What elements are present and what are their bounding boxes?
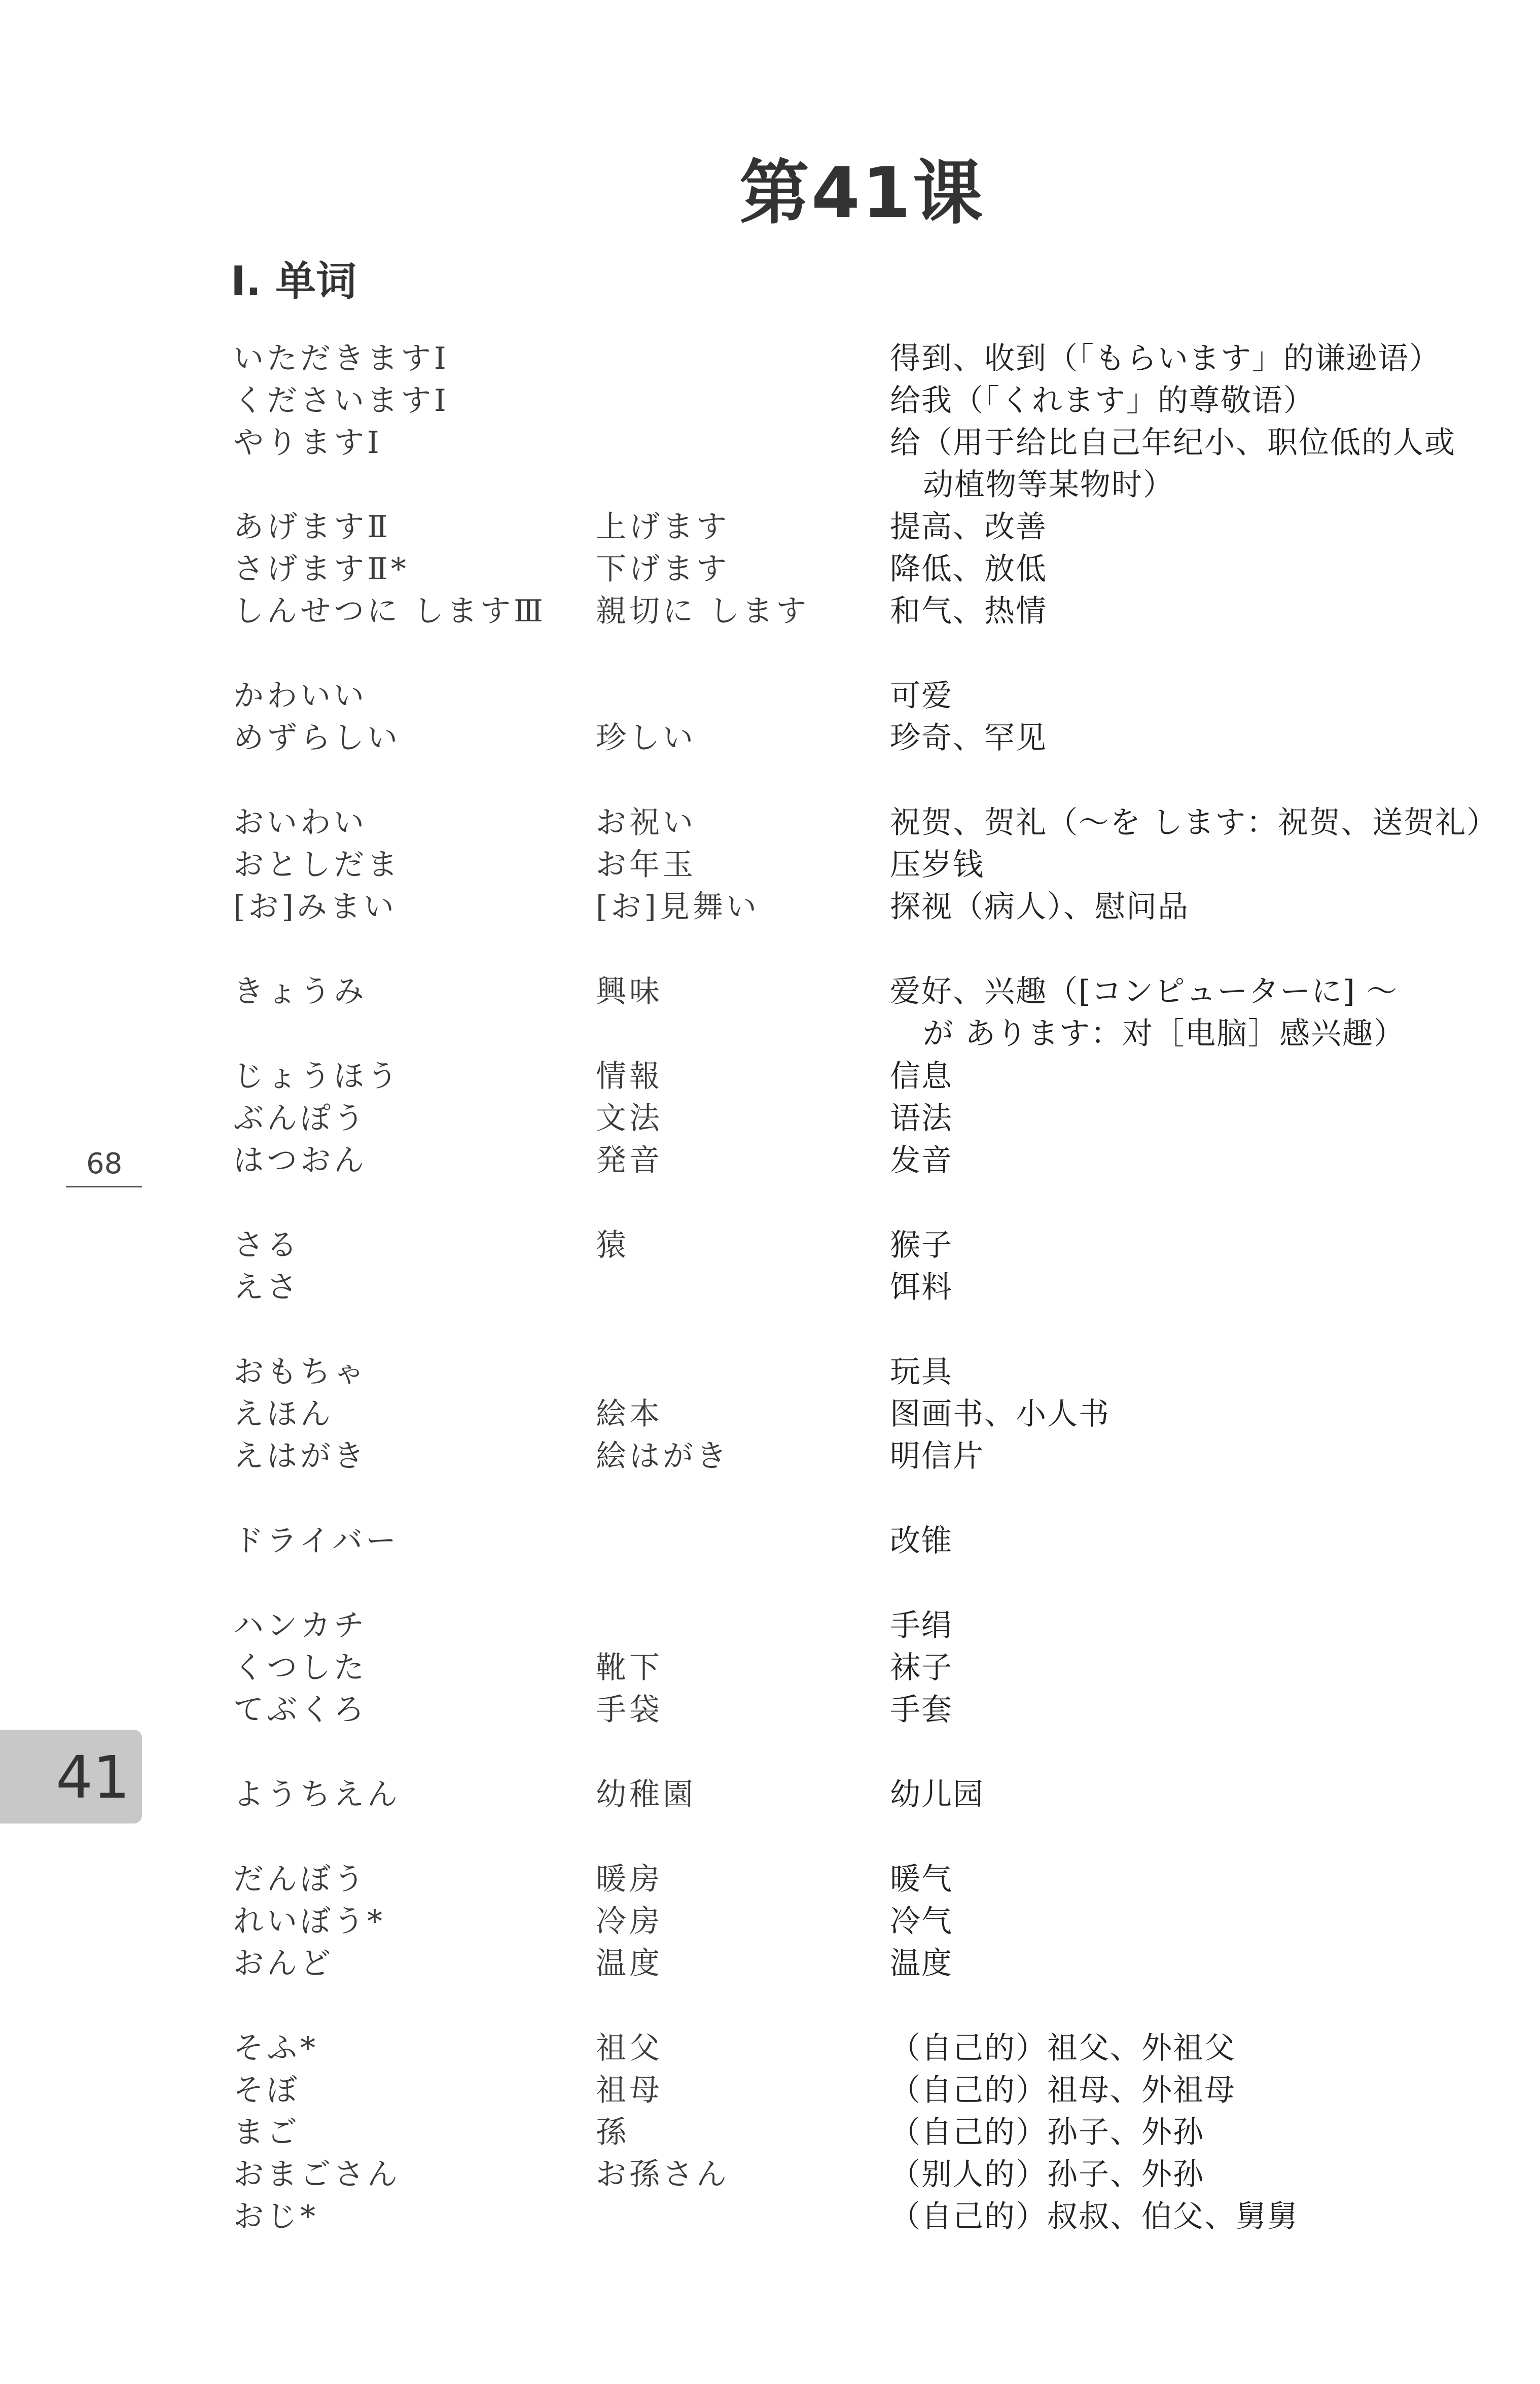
vocab-meaning: 图画书、小人书 [890,1396,1110,1432]
vocab-row [0,548,1540,590]
vocab-meaning: 得到、收到（「もらいます」的谦逊语） [890,341,1441,376]
vocab-kana: いただきますⅠ [233,341,449,376]
vocab-kanji: 靴下 [596,1650,663,1686]
vocab-kana: まご [233,2115,300,2150]
vocab-kana: えさ [233,1270,300,1305]
vocab-meaning: 幼儿园 [890,1777,984,1812]
vocab-kanji: 絵本 [596,1396,663,1432]
vocab-kana: あげますⅡ [233,509,391,545]
vocab-kana: ようちえん [233,1777,401,1812]
vocab-row [0,1393,1540,1435]
vocab-kanji: 文法 [596,1101,663,1136]
vocab-meaning: 可爱 [890,678,953,714]
vocab-kana: ドライバー [233,1523,399,1559]
page-number-rule [66,1186,142,1187]
vocab-kana: えはがき [233,1439,367,1474]
vocab-meaning: 爱好、兴趣（[コンピューターに] ～ [890,974,1398,1009]
vocab-meaning: 降低、放低 [890,551,1047,587]
vocab-meaning: （自己的）叔叔、伯父、舅舅 [890,2199,1299,2234]
vocab-kana: えほん [233,1396,334,1432]
vocab-kanji: 暖房 [596,1862,663,1897]
vocab-meaning: 手绢 [890,1608,953,1643]
vocab-kana: さる [233,1228,300,1263]
vocab-row [0,886,1540,928]
vocab-kanji: 発音 [596,1143,663,1178]
vocab-meaning: 提高、改善 [890,509,1047,545]
page-number: 68 [86,1147,123,1180]
vocab-row [0,717,1540,759]
vocab-row [0,1646,1540,1689]
vocab-row [0,675,1540,717]
vocab-row [0,1520,1540,1562]
vocab-row [0,1139,1540,1182]
vocab-row [0,801,1540,844]
vocab-meaning: 袜子 [890,1650,953,1686]
vocab-meaning: 改锥 [890,1523,953,1559]
vocab-kanji: 幼稚園 [596,1777,696,1812]
vocab-row [0,1351,1540,1393]
vocab-kanji: 手袋 [596,1692,663,1728]
vocab-row [0,1604,1540,1647]
vocab-kana: さげますⅡ* [233,551,409,587]
lesson-tab-label: 41 [56,1744,130,1812]
vocab-kanji: 猿 [596,1228,629,1263]
vocab-kana: [お]みまい [233,889,397,925]
vocab-kanji: 珍しい [596,720,696,756]
vocab-row [0,1097,1540,1140]
vocab-kana: おんど [233,1946,334,1981]
vocab-kana: そぼ [233,2073,300,2108]
vocab-meaning-continued: 动植物等某物时） [923,467,1174,503]
vocab-meaning: 探视（病人）、慰问品 [890,889,1189,925]
vocab-row [0,337,1540,380]
vocab-row [0,379,1540,422]
vocab-meaning: （自己的）孙子、外孙 [890,2115,1204,2150]
vocab-kana: てぶくろ [233,1692,367,1728]
vocab-kana: だんぼう [233,1862,367,1897]
vocab-kana: きょうみ [233,974,367,1009]
lesson-tab [0,1730,142,1824]
vocab-kana: しんせつに しますⅢ [233,593,546,629]
vocab-kanji: お孫さん [596,2157,730,2192]
vocab-kana: おじ* [233,2199,318,2234]
vocab-row [0,844,1540,886]
vocab-row [0,1773,1540,1816]
vocab-row [0,1435,1540,1478]
vocab-row [0,1689,1540,1731]
vocab-row [0,2153,1540,2196]
vocab-kanji: お年玉 [596,847,696,883]
vocab-meaning: 冷气 [890,1904,953,1939]
vocab-meaning: （自己的）祖父、外祖父 [890,2030,1236,2066]
vocab-row [0,506,1540,548]
vocab-kana: おとしだま [233,847,401,883]
vocab-meaning: 玩具 [890,1354,953,1390]
vocab-meaning: 发音 [890,1143,953,1178]
vocab-kanji: 冷房 [596,1904,663,1939]
vocab-row [0,1900,1540,1943]
vocab-meaning: 祝贺、贺礼（～を します：祝贺、送贺礼） [890,805,1498,840]
vocab-kana: おいわい [233,805,367,840]
vocab-kana: おまごさん [233,2157,401,2192]
vocab-row [0,422,1540,503]
vocab-kanji: 絵はがき [596,1439,730,1474]
vocab-meaning: 猴子 [890,1228,953,1263]
vocab-kanji: 興味 [596,974,663,1009]
vocab-kanji: お祝い [596,805,696,840]
vocab-kana: はつおん [233,1143,367,1178]
vocab-kanji: 孫 [596,2115,629,2150]
vocab-row [0,1224,1540,1267]
vocab-kanji: [お]見舞い [596,889,760,925]
vocab-kanji: 上げます [596,509,730,545]
vocab-kana: そふ* [233,2030,318,2066]
vocab-meaning: 语法 [890,1101,953,1136]
vocab-meaning: 压岁钱 [890,847,984,883]
vocab-meaning: 明信片 [890,1439,984,1474]
vocab-meaning: 和气、热情 [890,593,1047,629]
vocab-kana: かわいい [233,678,367,714]
vocab-row [0,2069,1540,2112]
vocab-kanji: 情報 [596,1059,663,1094]
vocab-kana: めずらしい [233,720,401,756]
vocab-kana: くださいますⅠ [233,383,449,418]
vocab-row [0,1942,1540,1985]
vocab-meaning: 给（用于给比自己年纪小、职位低的人或 [890,425,1456,461]
vocab-kana: れいぼう* [233,1904,385,1939]
vocab-row [0,590,1540,633]
vocab-kana: じょうほう [233,1059,401,1094]
vocab-meaning-continued: が あります：对［电脑］感兴趣） [923,1016,1406,1051]
vocab-row [0,1266,1540,1309]
vocab-row [0,2027,1540,2070]
vocab-row [0,2111,1540,2154]
section-heading: I. 单词 [231,258,357,305]
vocab-kanji: 下げます [596,551,730,587]
vocab-row [0,1858,1540,1901]
vocab-meaning: 饵料 [890,1270,953,1305]
vocab-kana: ハンカチ [233,1608,367,1643]
vocab-kana: やりますⅠ [233,425,382,461]
vocab-row [0,970,1540,1051]
lesson-title: 第41课 [739,152,985,234]
vocab-meaning: （别人的）孙子、外孙 [890,2157,1204,2192]
vocab-meaning: 珍奇、罕见 [890,720,1047,756]
vocab-kanji: 祖母 [596,2073,663,2108]
vocab-meaning: 给我（「くれます」的尊敬语） [890,383,1315,418]
vocab-kana: くつした [233,1650,367,1686]
vocab-kana: おもちゃ [233,1354,367,1390]
vocab-kanji: 祖父 [596,2030,663,2066]
vocab-row [0,1055,1540,1098]
vocab-meaning: 信息 [890,1059,953,1094]
vocab-kana: ぶんぽう [233,1101,367,1136]
vocab-kanji: 親切に します [596,593,810,629]
vocab-meaning: 温度 [890,1946,953,1981]
vocab-meaning: 手套 [890,1692,953,1728]
vocab-row [0,2195,1540,2238]
vocab-kanji: 温度 [596,1946,663,1981]
vocab-meaning: 暖气 [890,1862,953,1897]
vocab-meaning: （自己的）祖母、外祖母 [890,2073,1236,2108]
